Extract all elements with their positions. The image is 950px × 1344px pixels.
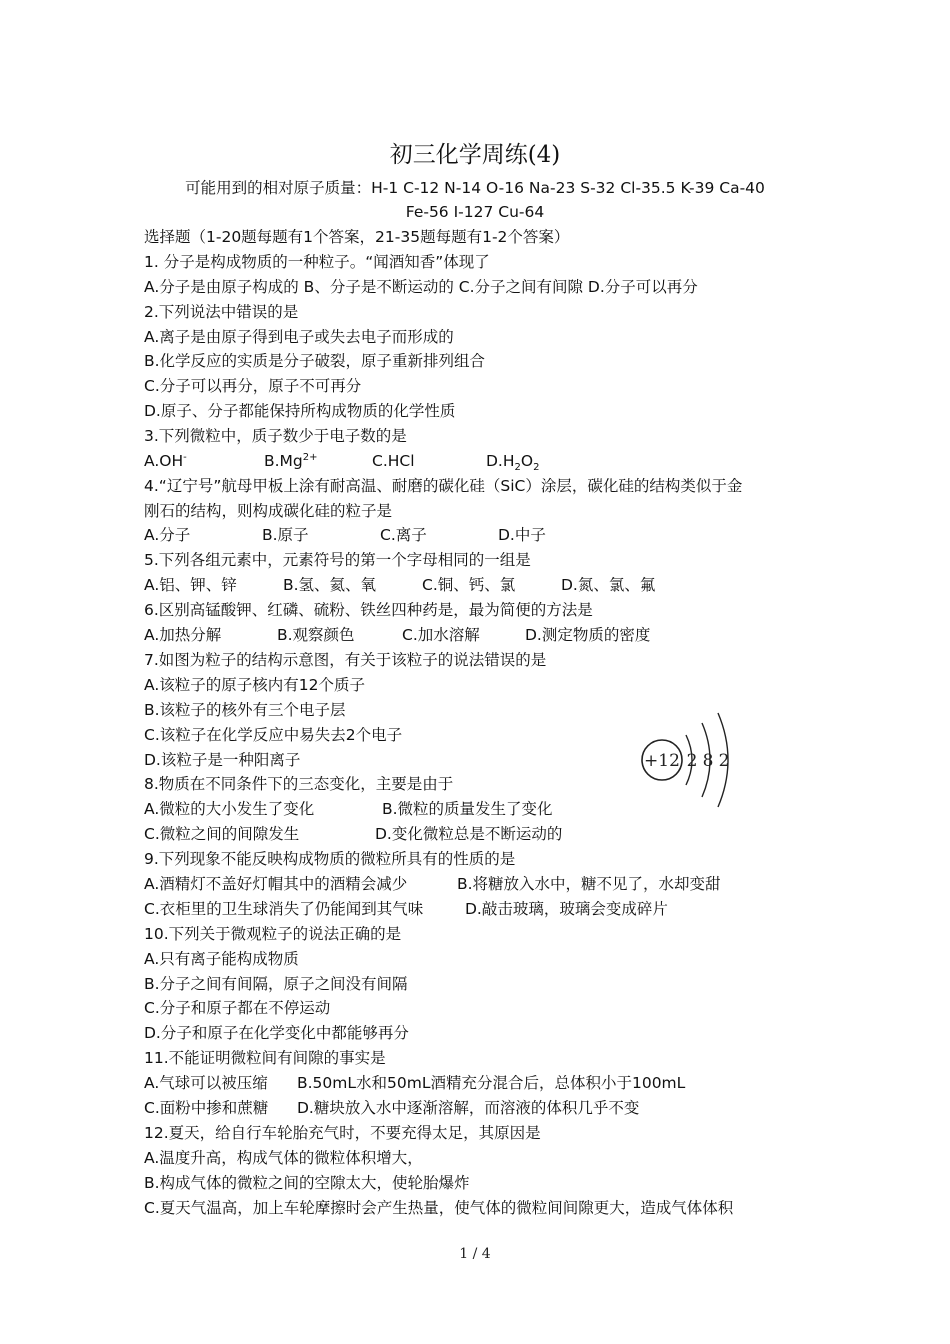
q8-option-b: B.微粒的质量发生了变化 bbox=[382, 800, 553, 818]
q4-option-c: C.离子 bbox=[380, 526, 427, 544]
q9-option-d: D.敲击玻璃，玻璃会变成碎片 bbox=[465, 900, 668, 918]
q12-stem: 12.夏天，给自行车轮胎充气时，不要充得太足，其原因是 bbox=[144, 1124, 541, 1142]
q3-option-d: $D.H_2O_2$ bbox=[486, 452, 540, 474]
q6-option-a: A.加热分解 bbox=[144, 626, 222, 644]
q5-option-d: D.氮、氯、氟 bbox=[561, 576, 656, 594]
q3-option-b: $B.Mg^{2+}$ bbox=[264, 451, 318, 470]
q1-stem: 1. 分子是构成物质的一种粒子。“闻酒知香”体现了 bbox=[144, 253, 490, 271]
q5-option-b: B.氢、氦、氧 bbox=[283, 576, 377, 594]
q12-option-c: C.夏天气温高，加上车轮摩擦时会产生热量，使气体的微粒间间隙更大，造成气体体积 bbox=[144, 1199, 734, 1217]
q6-option-c: C.加水溶解 bbox=[402, 626, 480, 644]
q4-options bbox=[144, 525, 546, 545]
page-title: 初三化学周练(4) bbox=[389, 142, 561, 168]
q3-stem: 3.下列微粒中，质子数少于电子数的是 bbox=[144, 427, 407, 445]
q4-stem-1: 4.“辽宁号”航母甲板上涂有耐高温、耐磨的碳化硅（SiC）涂层，碳化硅的结构类似于金 bbox=[144, 477, 743, 495]
q11-options-ab bbox=[144, 1073, 685, 1093]
q11-options-cd bbox=[144, 1098, 639, 1118]
q6-option-d: D.测定物质的密度 bbox=[525, 626, 651, 644]
q9-option-b: B.将糖放入水中，糖不见了，水却变甜 bbox=[457, 875, 721, 893]
q9-stem: 9.下列现象不能反映构成物质的微粒所具有的性质的是 bbox=[144, 850, 516, 868]
q2-stem: 2.下列说法中错误的是 bbox=[144, 303, 299, 321]
q8-options-cd bbox=[144, 824, 562, 844]
q9-option-c: C.衣柜里的卫生球消失了仍能闻到其气味 bbox=[144, 900, 424, 918]
q11-option-d: D.糖块放入水中逐渐溶解，而溶液的体积几乎不变 bbox=[297, 1099, 640, 1117]
q5-option-c: C.铜、钙、氯 bbox=[422, 576, 516, 594]
q8-option-c: C.微粒之间的间隙发生 bbox=[144, 825, 300, 843]
q10-option-a: A.只有离子能构成物质 bbox=[144, 950, 299, 968]
q9-options-ab bbox=[144, 874, 721, 894]
q8-options-ab bbox=[144, 799, 553, 819]
q2-option-d: D.原子、分子都能保持所构成物质的化学性质 bbox=[144, 402, 456, 420]
nucleus-charge: +12 bbox=[644, 751, 680, 771]
q11-stem: 11.不能证明微粒间有间隙的事实是 bbox=[144, 1049, 386, 1067]
q3-option-a: A.OH- bbox=[144, 451, 187, 470]
shell-2-electrons: 8 bbox=[702, 751, 714, 771]
q4-option-b: B.原子 bbox=[262, 526, 309, 544]
q10-option-b: B.分子之间有间隔，原子之间没有间隔 bbox=[144, 975, 408, 993]
q12-option-a: A.温度升高，构成气体的微粒体积增大， bbox=[144, 1149, 423, 1167]
q10-option-d: D.分子和原子在化学变化中都能够再分 bbox=[144, 1024, 409, 1042]
page-number: 1 / 4 bbox=[459, 1246, 491, 1262]
q6-stem: 6.区别高锰酸钾、红磷、硫粉、铁丝四种药是，最为简便的方法是 bbox=[144, 601, 593, 619]
q5-option-a: A.铝、钾、锌 bbox=[144, 576, 237, 594]
q6-option-b: B.观察颜色 bbox=[277, 626, 355, 644]
q8-stem: 8.物质在不同条件下的三态变化，主要是由于 bbox=[144, 775, 454, 793]
atomic-masses-line1: 可能用到的相对原子质量：H-1 C-12 N-14 O-16 Na-23 S-32 Cl-35.5 K-39 Ca-40 bbox=[185, 179, 765, 197]
q12-option-b: B.构成气体的微粒之间的空隙太大，使轮胎爆炸 bbox=[144, 1174, 470, 1192]
q6-options bbox=[144, 625, 650, 645]
q9-option-a: A.酒精灯不盖好灯帽其中的酒精会减少 bbox=[144, 875, 408, 893]
section-header: 选择题（1-20题每题有1个答案，21-35题每题有1-2个答案） bbox=[144, 228, 570, 246]
q2-option-c: C.分子可以再分，原子不可再分 bbox=[144, 377, 362, 395]
q8-option-d: D.变化微粒总是不断运动的 bbox=[375, 825, 563, 843]
q11-option-c: C.面粉中掺和蔗糖 bbox=[144, 1099, 269, 1117]
q1-options: A.分子是由原子构成的 B、分子是不断运动的 C.分子之间有间隙 D.分子可以再分 bbox=[144, 278, 698, 296]
q7-option-d: D.该粒子是一种阳离子 bbox=[144, 751, 301, 769]
q4-option-d: D.中子 bbox=[498, 526, 546, 544]
q2-option-b: B.化学反应的实质是分子破裂，原子重新排列组合 bbox=[144, 352, 486, 370]
atom-structure-diagram bbox=[636, 705, 736, 815]
q11-option-a: A.气球可以被压缩 bbox=[144, 1074, 268, 1092]
q4-stem-2: 刚石的结构，则构成碳化硅的粒子是 bbox=[144, 502, 393, 520]
q9-options-cd bbox=[144, 899, 668, 919]
q7-option-a: A.该粒子的原子核内有12个质子 bbox=[144, 676, 365, 694]
q7-stem: 7.如图为粒子的结构示意图，有关于该粒子的说法错误的是 bbox=[144, 651, 547, 669]
q2-option-a: A.离子是由原子得到电子或失去电子而形成的 bbox=[144, 328, 454, 346]
q3-options bbox=[144, 451, 540, 474]
q3-option-c: C.HCl bbox=[372, 452, 415, 470]
q10-stem: 10.下列关于微观粒子的说法正确的是 bbox=[144, 925, 402, 943]
q8-option-a: A.微粒的大小发生了变化 bbox=[144, 800, 315, 818]
q10-option-c: C.分子和原子都在不停运动 bbox=[144, 999, 331, 1017]
q7-option-c: C.该粒子在化学反应中易失去2个电子 bbox=[144, 726, 403, 744]
q5-stem: 5.下列各组元素中，元素符号的第一个字母相同的一组是 bbox=[144, 551, 531, 569]
shell-1-electrons: 2 bbox=[686, 751, 698, 771]
atomic-masses-line2: Fe-56 I-127 Cu-64 bbox=[405, 203, 545, 221]
q7-option-b: B.该粒子的核外有三个电子层 bbox=[144, 701, 346, 719]
shell-3-electrons: 2 bbox=[718, 751, 730, 771]
q11-option-b: B.50mL水和50mL酒精充分混合后，总体积小于100mL bbox=[297, 1074, 686, 1092]
q5-options bbox=[144, 575, 655, 595]
q4-option-a: A.分子 bbox=[144, 526, 191, 544]
